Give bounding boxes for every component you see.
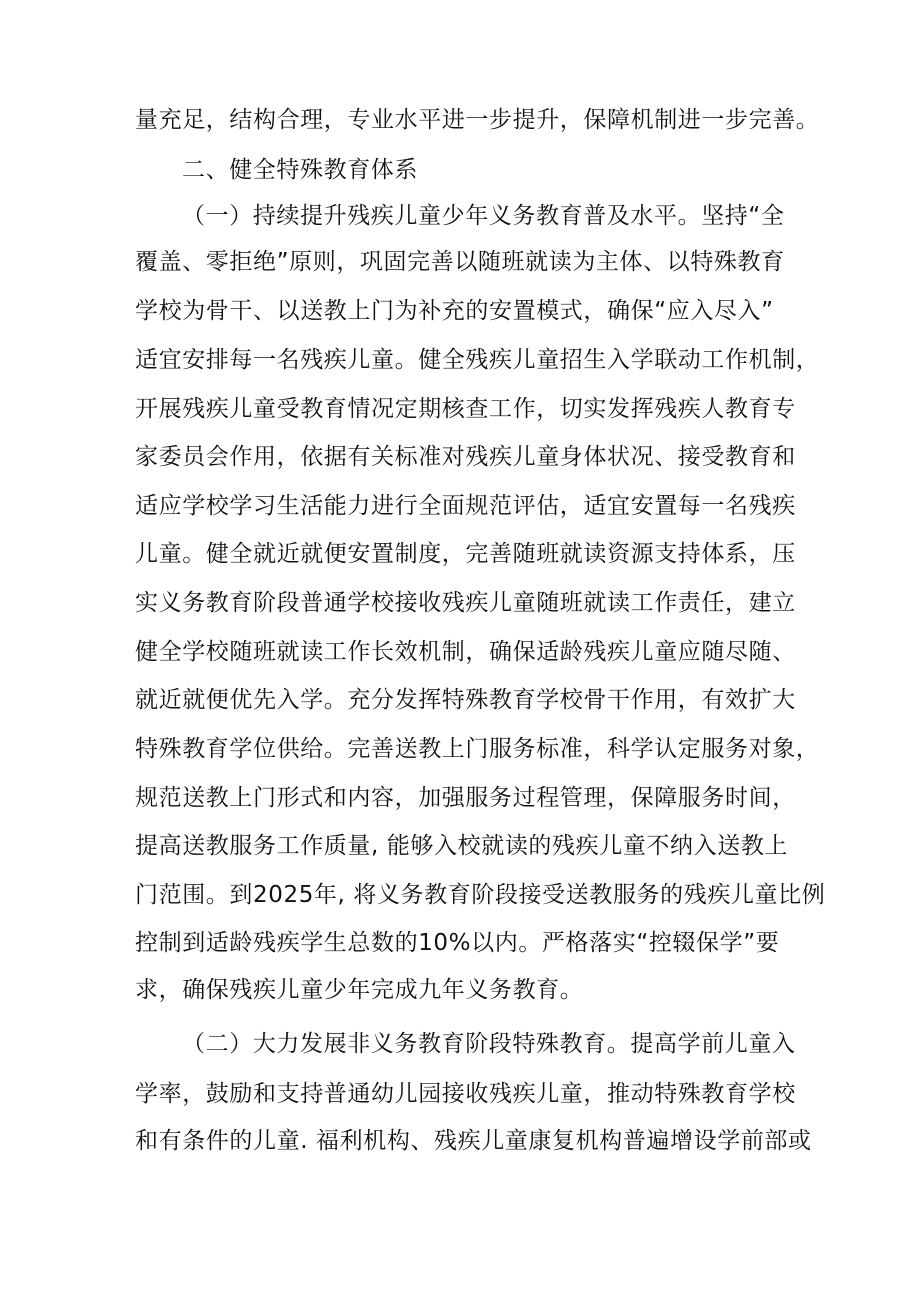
- paragraph-line: 规范送教上门形式和内容，加强服务过程管理，保障服务时间，: [135, 785, 796, 811]
- paragraph-line: 适应学校学习生活能力进行全面规范评估，适宜安置每一名残疾: [135, 493, 796, 519]
- paragraph-line: 覆盖、零拒绝”原则，巩固完善以随班就读为主体、以特殊教育: [135, 249, 785, 275]
- subsection-heading-line: （一）持续提升残疾儿童少年义务教育普及水平。坚持“全: [182, 203, 785, 229]
- section-heading: 二、健全特殊教育体系: [182, 157, 418, 183]
- paragraph-line: 家委员会作用，依据有关标准对残疾儿童身体状况、接受教育和: [135, 444, 796, 470]
- paragraph-line: 量充足，结构合理，专业水平进一步提升，保障机制进一步完善。: [135, 107, 820, 133]
- paragraph-line: 求，确保残疾儿童少年完成九年义务教育。: [135, 977, 584, 1003]
- paragraph-line: 适宜安排每一名残疾儿童。健全残疾儿童招生入学联动工作机制，: [135, 347, 820, 373]
- paragraph-line: 提高送教服务工作质量, 能够入校就读的残疾儿童不纳入送教上: [135, 833, 789, 859]
- paragraph-line: 实义务教育阶段普通学校接收残疾儿童随班就读工作责任，建立: [135, 590, 796, 616]
- paragraph-line: 控制到适龄残疾学生总数的10%以内。严格落实“控辍保学”要: [135, 930, 780, 956]
- paragraph-line: 学率，鼓励和支持普通幼儿园接收残疾儿童，推动特殊教育学校: [135, 1081, 796, 1107]
- paragraph-line: 儿童。健全就近就便安置制度，完善随班就读资源支持体系，压: [135, 541, 796, 567]
- subsection-heading-line: （二）大力发展非义务教育阶段特殊教育。提高学前儿童入: [182, 1031, 796, 1057]
- paragraph-line: 特殊教育学位供给。完善送教上门服务标准，科学认定服务对象，: [135, 736, 820, 762]
- paragraph-line: 门范围。到2025年, 将义务教育阶段接受送教服务的残疾儿童比例: [135, 882, 826, 908]
- paragraph-line: 学校为骨干、以送教上门为补充的安置模式，确保“应入尽入”: [135, 298, 774, 324]
- paragraph-line: 和有条件的儿童. 福利机构、残疾儿童康复机构普遍增设学前部或: [135, 1128, 812, 1154]
- paragraph-line: 开展残疾儿童受教育情况定期核查工作，切实发挥残疾人教育专: [135, 396, 796, 422]
- paragraph-line: 就近就便优先入学。充分发挥特殊教育学校骨干作用，有效扩大: [135, 687, 796, 713]
- paragraph-line: 健全学校随班就读工作长效机制，确保适龄残疾儿童应随尽随、: [135, 639, 796, 665]
